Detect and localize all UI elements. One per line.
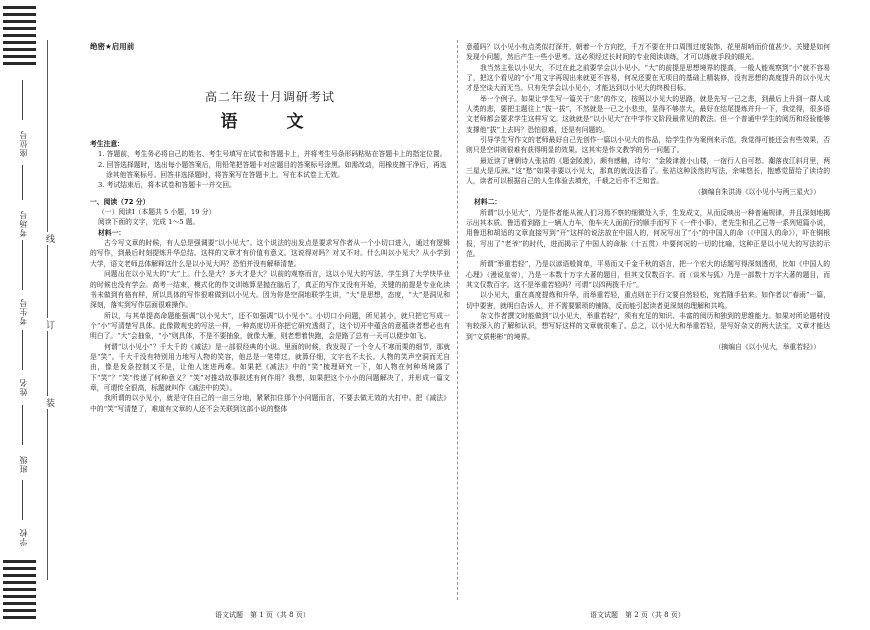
exam-title: 高二年级十月调研考试 <box>204 90 335 105</box>
source-citation: （摘编自朱洪涛《以小见小与两三星火》） <box>694 187 820 196</box>
field-line-class <box>22 405 23 445</box>
seal-pack-mark: 装 <box>44 398 54 407</box>
seal-line-mark: 线 <box>44 234 54 243</box>
paragraph: 引导学生写作文的老师最好自己先创作一篇以小见大的作品，给学生作为案例来示范，我觉得可能还会有些效果，否则只是空讲则很难有获得明显的效果。这其实是作文教学的另一问题了。 <box>466 136 830 155</box>
paragraph: 意蕴吗？以小见小有点类似打深井，朝着一个方向挖，千万不要在井口周围过度装饰，花里胡哨而价值甚少。关键是如何发现小问题，然后产生一些小思考。这必须经过长时间的专业阅读训练，才可以练就手段的眼光。 <box>466 43 830 62</box>
section-heading: 一、阅读（72 分） <box>90 197 150 206</box>
crop-mark-bar <box>3 609 36 612</box>
field-name-label: 姓名 <box>19 378 28 396</box>
field-seat-label: 座位号 <box>19 130 28 157</box>
paragraph: 古今写文章的时候，有人总是强调要“以小见大”。这个说法的出发点是要求写作者从一个小切口进入，通过有逻辑的写作，到最后时刻提炼升华总结。这样的文章才有价值有意义。这说得对吗？对又不对。什么叫以小见大？从小学到大学，语文老师总体解释这什么是以小见大吗？恐怕并没有解释清楚。 <box>90 239 450 268</box>
crop-mark-bar <box>3 41 36 44</box>
paragraph: 问题出在以小见大的“大”上。什么是大？多大才是大？以前的观察而言，这以小见大的写法，学生到了大学快毕业的时候也没有学会。高考一结束，模式化的作文训练算是抛在脑后了，真正的写作又没有开始，关键的前提是专业化读书未做到有格有样，所以具体的写作很难做到以小见大。因为你是空洞地联学生讲，“大”是思想，态度，“大”是洞见和深刻，落实到写作层面很难操作。 <box>90 270 450 310</box>
seal-bind-mark: 订 <box>44 320 54 329</box>
subsection-heading: （一）阅读Ⅰ（本题共 5 小题，19 分） <box>98 208 216 217</box>
crop-mark-bar <box>3 34 36 37</box>
field-id-label: 考生号 <box>19 298 28 325</box>
crop-mark-bar <box>3 13 36 16</box>
instruction-text: 阅读下面的文字，完成 1～5 题。 <box>98 218 200 227</box>
paragraph: 以小见大，重在高度提炼和升华，而举重若轻，重点则在于行文要自然轻松，宛若随手拈来。如作者以“春雨”一篇，切中要害，就明白告诉人，并不需要繁琐的铺陈，反而能引起读者更深刻的理解和共鸣。 <box>466 291 830 310</box>
crop-mark-bar <box>3 567 36 570</box>
field-line-seat <box>22 80 23 120</box>
paragraph: 何谓“以小见小”？千大千的《减法》是一部很经典的小说。里面的时候，我发现了一个令人不寒而栗的细节，那就是“笑”。千大千没有特别用力地写人物的笑容，他总是一笔带过，就算仔细，文字也不太长。人物的笑声空洞而无自由，像是发条控制又不是，让他人迷进两难。如果把《减法》中的“笑”梳理研究一下，如人物在何种场境露了下“笑”？“笑”传递了何种意义？“笑”对推动故事叙述有何作用？我想，如果把这个小小的问题解决了，并形成一篇文章，可谓传全很高，标题就叫作《减法中的笑》。 <box>90 342 450 392</box>
crop-mark-bar <box>3 588 36 591</box>
binding-line <box>47 40 48 580</box>
notice-item: 1. 答题前，考生务必将自己的姓名、考生号填写在试卷和答题卡上，并将考生号条形码粘贴在答题卡上的指定位置。 <box>98 150 447 159</box>
crop-mark-bar <box>3 55 36 58</box>
paragraph: 我所谓的以小见小，就是守住自己的一亩三分地，紧紧扣住那个小问题而言，不要去做无效的大打中。把《减法》中的“笑”写清楚了，难道有文章的人还不会关联到这部小说的整体 <box>90 394 450 413</box>
crop-mark-bar <box>3 574 36 577</box>
field-class-label: 班级 <box>19 455 28 473</box>
page-divider <box>457 40 458 600</box>
field-school-label: 学校 <box>19 528 28 546</box>
crop-mark-bar <box>3 602 36 605</box>
field-line-school <box>22 480 23 520</box>
field-line-room <box>22 165 23 200</box>
secret-mark: 绝密★启用前 <box>90 42 135 51</box>
subject-title: 语 文 <box>220 111 320 132</box>
crop-mark-bar <box>3 581 36 584</box>
paragraph: 举一个例子。如果让学生写一篇关于“悲”的作文，按照以小见大的思路，就是先写一己之悲，到最后上升到一群人或人类的悲，要把主题往上“拔一拔”，不然就是一已之小悲虫，显得不够崇大，最好在结尾提炼并升一下，我觉得，很多语文老师都会要求学生这样写文。这就就是“以小见大”在中学作文阶段最常见的教法。但一个普通中学生的阅历和经验能够支撑他“拔”上去吗？恐怕很难，还是有问题的。 <box>466 94 830 134</box>
paragraph: 我当然主张以小见大，不过在此之前要学会以小见小。“大”的前提是思想境界的提高，一般人能观察到“小”就不容易了，把这个看见的“小”用文字再现出来就更不容易，何况还要在无项目的基础上精装修，没有思想的高度提升的以小见大才是空谈大而无当。只有先学会以小见小，才能达到以小见大的终极目标。 <box>466 63 830 93</box>
crop-mark-bar <box>3 62 36 65</box>
binding-strip <box>0 0 58 630</box>
notice-item: 2. 回答选择题时，选出每小题答案后，用铅笔把答题卡对应题目的答案标号涂黑。如需改动，用橡皮擦干净后，再选涂其他答案标号。回答非选择题时，将答案写在答题卡上。写在本试卷上无效。 <box>98 160 447 180</box>
field-line-name <box>22 330 23 370</box>
field-line-id <box>22 240 23 290</box>
paragraph: 所谓“以小见大”，乃是作者能从被人们习焉不察的细微处入手，生发成文，从而反映出一种普遍规律，并且深刻地揭示出其本质。鲁迅看到路上一辆人力车，他车夫人面前行的顺手而写下《一件小事》，老先生和孔乙己等一系列短篇小说，用鲁迅和胡适的文章直接写到“开”这样的说法放在中国人的，何况写出了“小”的中国人的命（《中国人的命》），吓在铜根报，写出了“老爷”的时代，进而揭示了中国人的命脉（十五贯）中要何况的一切的比喻，这种正是以小见大的写法的示范。 <box>466 208 830 258</box>
notice-item: 3. 考试结束后，将本试卷和答题卡一并交回。 <box>98 181 236 190</box>
paragraph: 所谓“举重若轻”，乃是以谚语般简单，平易而又千金千秋的语言，把一个宏大的话题写得深刻透彻，比如《中国人的心理》（漫说皇帝），乃是一本数十万字大著的题目，但其文仅数百字。而（谈米与狐）乃是一部数十万字大著的题目，而其文仅数百字。这不是举重若轻吗？可谓“以四两拨千斤”。 <box>466 260 830 289</box>
material-two-label: 材料二： <box>474 198 502 207</box>
paragraph: 所以，与其单提高命题能强调“以小见大”，还不如强调“以小见小”。小切口小问题，所见甚小，就只把它写成一个“小”写清楚写具体。此像微观史的写法一样，一种高度切开你把它研究透彻了，这个切开中蕴含的意蕴读者想必也有明白了。“大”会抽象，“小”则具体，不是不要抽象，就像大雁，则老想着快跑，会是路了总有一天可以便步如飞。 <box>90 311 450 341</box>
crop-mark-bar <box>3 616 36 619</box>
page-2-column <box>466 42 830 352</box>
paragraph: 杂文作者撰文时能做到“以小见大，举重若轻”，须有充足的知识、丰富的阅历和独到的思维能力。如果对所论题材没有较深入的了解和认识，想写好这样的文章就很难了。总之，以小见大和举重若轻，是写好杂文的两大法宝，文章才能达到“文质彬彬”的境界。 <box>466 311 830 341</box>
page-1-column <box>90 42 450 414</box>
field-room-label: 考场号 <box>19 210 28 237</box>
crop-mark-bar <box>3 6 36 9</box>
notice-title: 考生注意： <box>90 140 124 149</box>
crop-mark-bar <box>3 595 36 598</box>
page-1-footer: 语文试题 第 1 页（共 8 页） <box>215 611 310 619</box>
crop-mark-bar <box>3 560 36 563</box>
material-one-label: 材料一： <box>98 228 126 237</box>
crop-mark-bar <box>3 20 36 23</box>
paragraph: 最近读了唐朝诗人张祜的《题金陵渡》，颇有感触，诗句：“金陵津渡小山楼，一宿行人自可愁。潮落夜江斜月里，两三星火是瓜洲。”这“愁”如果非要以小见大，那真的就没法看了。张祜这种淡然的写法，余味悠长，抱感觉留给了读诗的人，读者可以根据自己的人生体验去填充，千载之后亦不乏知音。 <box>466 156 830 186</box>
crop-mark-bar <box>3 48 36 51</box>
source-citation: （摘编自《以小见大，举重若轻》） <box>714 342 820 351</box>
page-2-footer: 语文试题 第 2 页（共 8 页） <box>590 611 685 619</box>
crop-mark-bar <box>3 27 36 30</box>
